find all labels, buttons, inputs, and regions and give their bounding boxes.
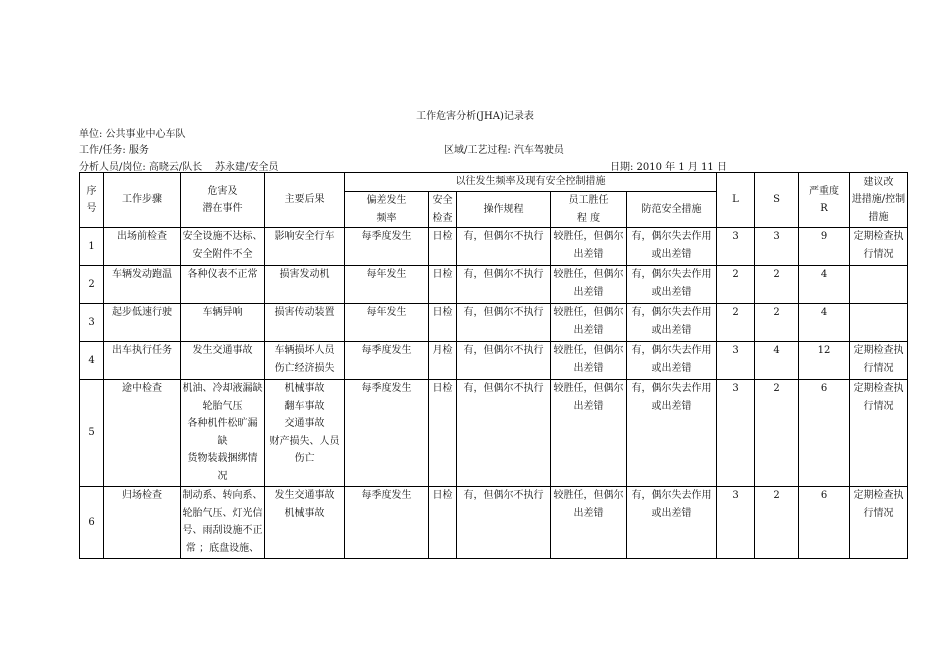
cell-L: 3 [717,380,755,487]
cell-hazard: 安全设施不达标、 安全附件不全 [181,228,265,266]
cell-suggest: 定期检查执 行情况 [850,380,908,487]
cell-step: 起步低速行驶 [104,304,181,342]
cell-no: 3 [80,304,104,342]
cell-no: 2 [80,266,104,304]
cell-competence: 较胜任，但偶尔 出差错 [551,228,627,266]
task-label: 工作/任务: 服务 [79,145,149,156]
table-row [80,266,908,304]
header-r: 严重度 R [799,173,850,228]
cell-suggest [850,266,908,304]
cell-competence: 较胜任，但偶尔 出差错 [551,266,627,304]
cell-S: 3 [755,228,799,266]
cell-check: 日检 [429,380,457,487]
cell-R: 12 [799,342,850,380]
cell-hazard: 发生交通事故 [181,342,265,380]
cell-check: 日检 [429,304,457,342]
cell-no: 6 [80,487,104,559]
cell-R: 4 [799,304,850,342]
cell-competence: 较胜任，但偶尔 出差错 [551,487,627,559]
header-procedure: 操作规程 [457,192,551,228]
header-consequence: 主要后果 [265,173,345,228]
analysts-label: 分析人员/岗位: 高晓云/队长 苏永建/安全员 [79,162,279,173]
cell-suggest [850,304,908,342]
cell-freq: 每季度发生 [345,228,429,266]
cell-S: 2 [755,304,799,342]
cell-protection: 有，偶尔失去作用 或出差错 [627,342,717,380]
header-freq: 偏差发生 频率 [345,192,429,228]
cell-R: 9 [799,228,850,266]
table-row [80,228,908,266]
cell-S: 2 [755,487,799,559]
header-competence: 员工胜任 程 度 [551,192,627,228]
cell-step: 途中检查 [104,380,181,487]
cell-step: 归场检查 [104,487,181,559]
cell-hazard: 车辆异响 [181,304,265,342]
unit-label: 单位: 公共事业中心车队 [79,129,186,140]
cell-L: 3 [717,228,755,266]
header-protection: 防范安全措施 [627,192,717,228]
cell-S: 2 [755,380,799,487]
cell-L: 2 [717,266,755,304]
cell-procedure: 有，但偶尔不执行 [457,487,551,559]
cell-freq: 每季度发生 [345,380,429,487]
table-row [80,304,908,342]
cell-check: 日检 [429,487,457,559]
cell-freq: 每年发生 [345,304,429,342]
cell-protection: 有，偶尔失去作用 或出差错 [627,266,717,304]
cell-L: 3 [717,342,755,380]
cell-freq: 每季度发生 [345,487,429,559]
cell-procedure: 有，但偶尔不执行 [457,228,551,266]
page-title: 工作危害分析(JHA)记录表 [416,111,534,122]
cell-competence: 较胜任，但偶尔 出差错 [551,304,627,342]
table-body [80,228,908,559]
cell-suggest: 定期检查执 行情况 [850,342,908,380]
cell-protection: 有，偶尔失去作用 或出差错 [627,304,717,342]
cell-consequence: 车辆损坏人员 伤亡经济损失 [265,342,345,380]
header-l: L [717,173,755,228]
cell-protection: 有，偶尔失去作用 或出差错 [627,228,717,266]
header-hazard: 危害及 潜在事件 [181,173,265,228]
cell-hazard: 制动系、转向系、 轮胎气压、灯光信 号、雨刮设施不正 常 ；底盘设施、 [181,487,265,559]
cell-freq: 每年发生 [345,266,429,304]
cell-no: 1 [80,228,104,266]
cell-R: 6 [799,380,850,487]
cell-consequence: 损害发动机 [265,266,345,304]
cell-no: 4 [80,342,104,380]
cell-R: 6 [799,487,850,559]
cell-protection: 有，偶尔失去作用 或出差错 [627,380,717,487]
area-label: 区域/工艺过程: 汽车驾驶员 [444,145,564,156]
cell-step: 出车执行任务 [104,342,181,380]
cell-consequence: 机械事故 翻车事故 交通事故 财产损失、人员 伤亡 [265,380,345,487]
table-row [80,487,908,559]
cell-procedure: 有，但偶尔不执行 [457,342,551,380]
cell-suggest: 定期检查执 行情况 [850,228,908,266]
cell-no: 5 [80,380,104,487]
cell-procedure: 有，但偶尔不执行 [457,380,551,487]
header-suggest: 建议改 进措施/控制 措施 [850,173,908,228]
cell-consequence: 影响安全行车 [265,228,345,266]
cell-suggest: 定期检查执 行情况 [850,487,908,559]
cell-step: 出场前检查 [104,228,181,266]
cell-competence: 较胜任，但偶尔 出差错 [551,380,627,487]
header-step: 工作步骤 [104,173,181,228]
cell-step: 车辆发动跑温 [104,266,181,304]
cell-check: 日检 [429,228,457,266]
cell-procedure: 有，但偶尔不执行 [457,304,551,342]
cell-L: 2 [717,304,755,342]
cell-freq: 每季度发生 [345,342,429,380]
date-label: 日期: 2010 年 1 月 11 日 [610,162,727,173]
cell-S: 4 [755,342,799,380]
cell-competence: 较胜任，但偶尔 出差错 [551,342,627,380]
table-row [80,342,908,380]
cell-procedure: 有，但偶尔不执行 [457,266,551,304]
header-s: S [755,173,799,228]
cell-check: 日检 [429,266,457,304]
cell-consequence: 损害传动装置 [265,304,345,342]
header-control-group: 以往发生频率及现有安全控制措施 [345,173,717,192]
cell-S: 2 [755,266,799,304]
cell-consequence: 发生交通事故 机械事故 [265,487,345,559]
cell-L: 3 [717,487,755,559]
table-row [80,380,908,487]
cell-hazard: 机油、冷却液漏缺 轮胎气压 各种机件松旷漏 缺 货物装载捆绑情 况 [181,380,265,487]
cell-hazard: 各种仪表不正常 [181,266,265,304]
header-check: 安全 检查 [429,192,457,228]
cell-check: 月检 [429,342,457,380]
cell-protection: 有，偶尔失去作用 或出差错 [627,487,717,559]
header-no: 序 号 [80,173,104,228]
jha-table [79,172,908,559]
cell-R: 4 [799,266,850,304]
